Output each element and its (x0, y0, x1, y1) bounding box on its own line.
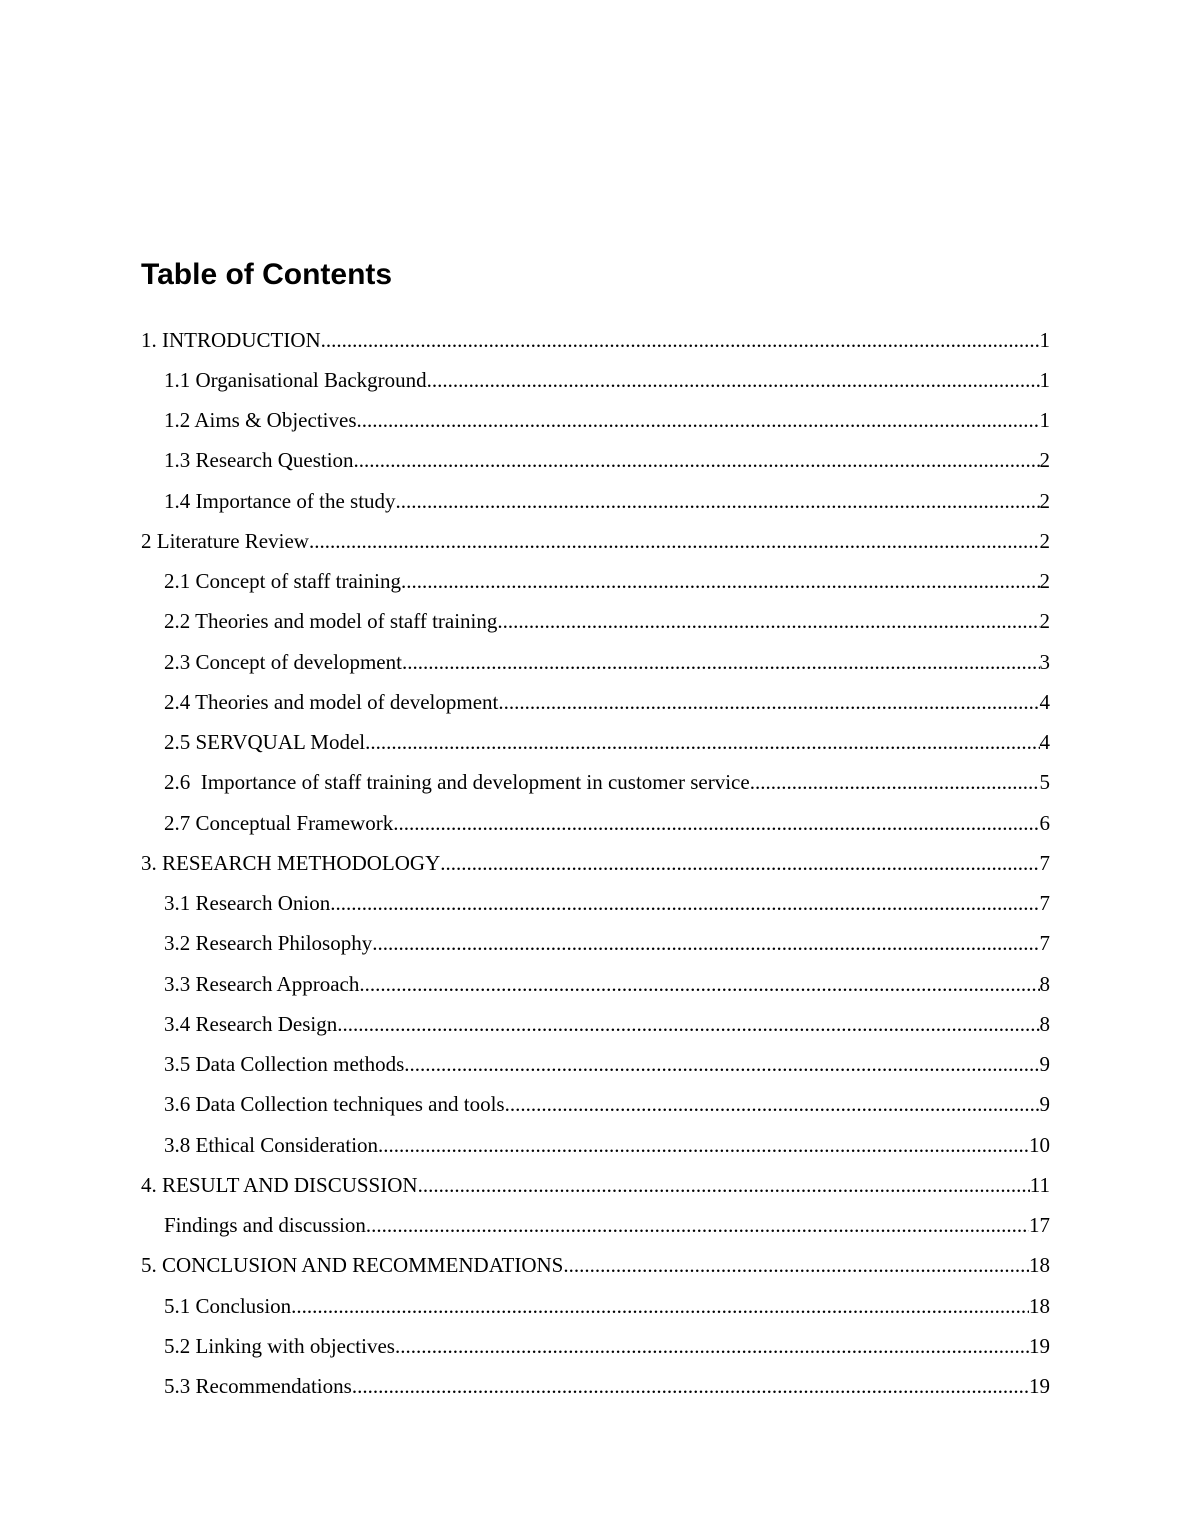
toc-entry-row (164, 1133, 1050, 1158)
toc-entry-label: 3.1 Research Onion (164, 891, 331, 916)
toc-page-number: 5 (1039, 770, 1050, 795)
toc-dot-leader (354, 448, 1040, 473)
toc-entry[interactable] (141, 1125, 1050, 1165)
toc-entry-label: 4. RESULT AND DISCUSSION (141, 1172, 418, 1197)
toc-entry-row (164, 650, 1050, 675)
toc-entry-label: 2.3 Concept of development (164, 649, 402, 674)
toc-entry[interactable] (141, 1045, 1050, 1085)
toc-entry-label: 2.5 SERVQUAL Model (164, 730, 366, 755)
toc-entry[interactable] (141, 1085, 1050, 1125)
toc-page-number: 7 (1039, 931, 1050, 956)
toc-entry-label: 2.2 Theories and model of staff training (164, 609, 498, 634)
toc-entry-row (164, 811, 1050, 836)
toc-entry-label: 3.3 Research Approach (164, 971, 360, 996)
toc-entry[interactable] (141, 803, 1050, 843)
toc-list (141, 320, 1050, 1407)
toc-entry-label: 1.1 Organisational Background (164, 367, 427, 392)
toc-entry-row (164, 408, 1050, 433)
toc-page-number: 11 (1029, 1172, 1050, 1197)
toc-page-number: 9 (1039, 1052, 1050, 1077)
toc-entry-label: 2.6 Importance of staff training and development in customer service (164, 770, 750, 795)
toc-dot-leader (395, 1334, 1029, 1359)
toc-entry-row (164, 368, 1050, 393)
toc-entry[interactable] (141, 562, 1050, 602)
toc-page-number: 19 (1029, 1374, 1050, 1399)
toc-entry-label: 3.2 Research Philosophy (164, 931, 373, 956)
toc-entry-row (164, 1012, 1050, 1037)
toc-entry[interactable] (141, 602, 1050, 642)
toc-dot-leader (337, 1012, 1039, 1037)
toc-page-number: 2 (1039, 448, 1050, 473)
toc-dot-leader (505, 1092, 1040, 1117)
toc-entry[interactable] (141, 723, 1050, 763)
toc-entry[interactable] (141, 441, 1050, 481)
toc-page-number: 10 (1029, 1132, 1050, 1157)
toc-entry-row (164, 1052, 1050, 1077)
toc-entry[interactable] (141, 763, 1050, 803)
toc-entry[interactable] (141, 964, 1050, 1004)
toc-page-number: 2 (1039, 569, 1050, 594)
toc-entry-row (141, 529, 1050, 554)
toc-entry-label: 5.1 Conclusion (164, 1293, 292, 1318)
toc-page-number: 8 (1039, 1011, 1050, 1036)
toc-dot-leader (563, 1253, 1029, 1278)
toc-dot-leader (404, 1052, 1039, 1077)
toc-entry[interactable] (141, 481, 1050, 521)
toc-dot-leader (497, 609, 1039, 634)
toc-page-number: 6 (1039, 810, 1050, 835)
toc-page-number: 8 (1039, 971, 1050, 996)
toc-entry-label: 3.5 Data Collection methods (164, 1052, 405, 1077)
toc-entry-label: Findings and discussion (164, 1213, 366, 1238)
toc-entry-row (164, 931, 1050, 956)
toc-entry-label: 5.2 Linking with objectives (164, 1333, 395, 1358)
toc-title: Table of Contents (141, 258, 393, 291)
toc-entry-label: 1.2 Aims & Objectives (164, 408, 357, 433)
toc-entry-label: 3.6 Data Collection techniques and tools (164, 1092, 505, 1117)
toc-entry-row (164, 1092, 1050, 1117)
toc-page-number: 7 (1039, 891, 1050, 916)
toc-page-number: 1 (1039, 367, 1050, 392)
toc-dot-leader (378, 1133, 1029, 1158)
toc-entry[interactable] (141, 884, 1050, 924)
toc-entry-label: 3.4 Research Design (164, 1011, 338, 1036)
toc-dot-leader (440, 851, 1039, 876)
toc-dot-leader (359, 972, 1039, 997)
toc-entry[interactable] (141, 1286, 1050, 1326)
toc-entry[interactable] (141, 320, 1050, 360)
toc-dot-leader (418, 1173, 1030, 1198)
toc-dot-leader (498, 690, 1039, 715)
toc-entry[interactable] (141, 360, 1050, 400)
toc-entry-row (164, 730, 1050, 755)
toc-page-number: 3 (1039, 649, 1050, 674)
toc-entry-label: 3.8 Ethical Consideration (164, 1132, 379, 1157)
toc-page-number: 1 (1039, 408, 1050, 433)
toc-entry-label: 2.7 Conceptual Framework (164, 810, 394, 835)
toc-entry-label: 2 Literature Review (141, 528, 309, 553)
toc-dot-leader (309, 529, 1040, 554)
toc-dot-leader (321, 328, 1040, 353)
toc-entry-label: 1.3 Research Question (164, 448, 354, 473)
toc-dot-leader (750, 770, 1040, 795)
toc-entry-row (164, 972, 1050, 997)
toc-page-number: 18 (1029, 1253, 1050, 1278)
toc-entry[interactable] (141, 1206, 1050, 1246)
toc-entry-label: 5. CONCLUSION AND RECOMMENDATIONS (141, 1253, 564, 1278)
toc-dot-leader (402, 650, 1040, 675)
toc-entry[interactable] (141, 401, 1050, 441)
toc-entry[interactable] (141, 1004, 1050, 1044)
toc-entry-row (164, 891, 1050, 916)
toc-entry-row (141, 1173, 1050, 1198)
toc-entry-row (164, 1213, 1050, 1238)
toc-entry-label: 5.3 Recommendations (164, 1374, 352, 1399)
toc-dot-leader (393, 811, 1039, 836)
toc-page-number: 2 (1039, 528, 1050, 553)
toc-entry-row (164, 569, 1050, 594)
toc-page-number: 4 (1039, 689, 1050, 714)
toc-entry[interactable] (141, 1326, 1050, 1366)
toc-entry-row (164, 489, 1050, 514)
toc-entry-row (164, 690, 1050, 715)
toc-entry-row (164, 770, 1050, 795)
toc-page-number: 18 (1029, 1293, 1050, 1318)
toc-dot-leader (291, 1294, 1029, 1319)
toc-page-number: 1 (1039, 327, 1050, 352)
toc-entry-label: 2.1 Concept of staff training (164, 569, 401, 594)
toc-dot-leader (396, 489, 1040, 514)
toc-dot-leader (352, 1374, 1029, 1399)
toc-entry-label: 3. RESEARCH METHODOLOGY (141, 850, 441, 875)
toc-entry-row (164, 609, 1050, 634)
toc-entry[interactable] (141, 521, 1050, 561)
toc-page-number: 7 (1039, 850, 1050, 875)
toc-entry-row (164, 448, 1050, 473)
toc-entry[interactable] (141, 843, 1050, 883)
toc-page-number: 19 (1029, 1333, 1050, 1358)
toc-entry[interactable] (141, 924, 1050, 964)
toc-entry-row (141, 1253, 1050, 1278)
toc-entry-label: 2.4 Theories and model of development (164, 689, 499, 714)
toc-entry-label: 1.4 Importance of the study (164, 488, 396, 513)
toc-page-number: 4 (1039, 730, 1050, 755)
toc-entry[interactable] (141, 1246, 1050, 1286)
toc-entry-row (164, 1294, 1050, 1319)
toc-entry[interactable] (141, 1367, 1050, 1407)
toc-page-number: 9 (1039, 1092, 1050, 1117)
toc-page-number: 2 (1039, 609, 1050, 634)
toc-dot-leader (366, 1213, 1029, 1238)
toc-dot-leader (330, 891, 1039, 916)
toc-page-number: 17 (1029, 1213, 1050, 1238)
toc-dot-leader (365, 730, 1039, 755)
toc-entry-row (164, 1374, 1050, 1399)
toc-dot-leader (357, 408, 1040, 433)
toc-dot-leader (372, 931, 1039, 956)
toc-entry[interactable] (141, 682, 1050, 722)
toc-entry-row (141, 851, 1050, 876)
toc-entry-row (141, 328, 1050, 353)
toc-page-number: 2 (1039, 488, 1050, 513)
toc-entry-label: 1. INTRODUCTION (141, 327, 321, 352)
toc-entry[interactable] (141, 1165, 1050, 1205)
toc-dot-leader (401, 569, 1040, 594)
toc-dot-leader (427, 368, 1040, 393)
toc-entry-row (164, 1334, 1050, 1359)
toc-entry[interactable] (141, 642, 1050, 682)
